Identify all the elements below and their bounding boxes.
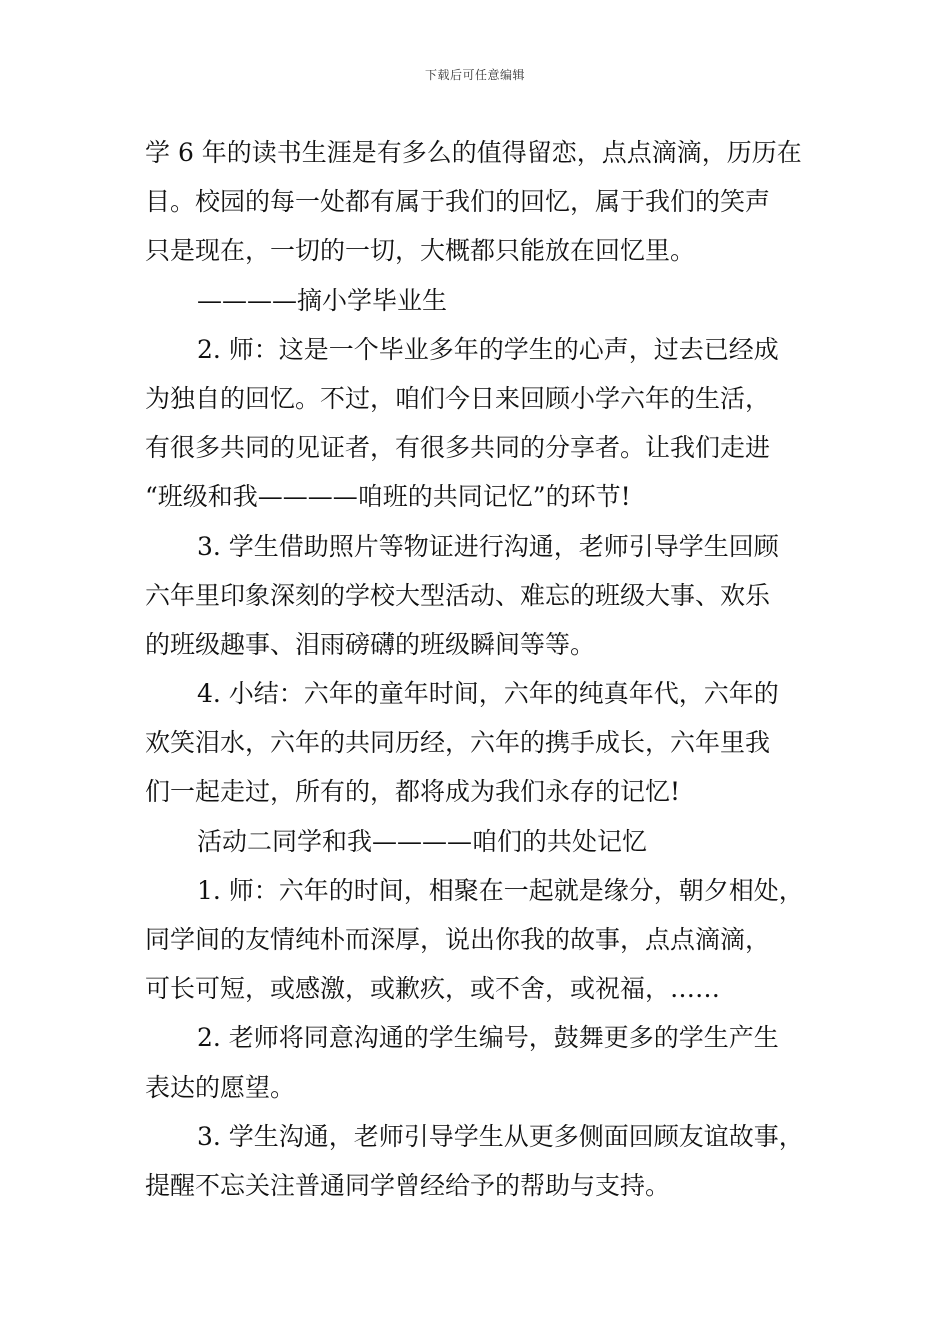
text-line: 4. 小结：六年的童年时间，六年的纯真年代，六年的 bbox=[197, 679, 779, 709]
text-line: 只是现在，一切的一切，大概都只能放在回忆里。 bbox=[145, 236, 696, 266]
text-line: 可长可短，或感激，或歉疚，或不舍，或祝福，…… bbox=[145, 974, 721, 1004]
quote-attribution: ————摘小学毕业生 bbox=[197, 285, 448, 315]
text-line: 2. 师：这是一个毕业多年的学生的心声，过去已经成 bbox=[197, 334, 779, 364]
text-line: 目。校园的每一处都有属于我们的回忆，属于我们的笑声 bbox=[145, 187, 771, 217]
text-line: 学 6 年的读书生涯是有多么的值得留恋，点点滴滴，历历在 bbox=[145, 138, 802, 167]
text-line: “班级和我————咱班的共同记忆”的环节! bbox=[145, 482, 631, 512]
text-line: 欢笑泪水，六年的共同历经，六年的携手成长，六年里我 bbox=[145, 728, 771, 758]
page-header: 下载后可任意编辑 bbox=[424, 68, 525, 82]
text-line: 提醒不忘关注普通同学曾经给予的帮助与支持。 bbox=[145, 1170, 671, 1200]
text-line: 们一起走过，所有的，都将成为我们永存的记忆! bbox=[145, 777, 681, 807]
text-line: 有很多共同的见证者，有很多共同的分享者。让我们走进 bbox=[145, 433, 771, 463]
text-line: 3. 学生借助照片等物证进行沟通，老师引导学生回顾 bbox=[197, 531, 779, 561]
document-body bbox=[145, 128, 825, 1210]
text-line: 的班级趣事、泪雨磅礴的班级瞬间等等。 bbox=[145, 629, 596, 659]
text-line: 为独自的回忆。不过，咱们今日来回顾小学六年的生活， bbox=[145, 383, 771, 413]
section-heading: 活动二同学和我————咱们的共处记忆 bbox=[197, 826, 648, 856]
text-line: 2. 老师将同意沟通的学生编号，鼓舞更多的学生产生 bbox=[197, 1023, 779, 1053]
text-line: 1. 师：六年的时间，相聚在一起就是缘分，朝夕相处， bbox=[197, 875, 804, 905]
text-line: 同学间的友情纯朴而深厚，说出你我的故事，点点滴滴， bbox=[145, 925, 771, 954]
text-line: 3. 学生沟通，老师引导学生从更多侧面回顾友谊故事， bbox=[197, 1121, 804, 1151]
text-line: 六年里印象深刻的学校大型活动、难忘的班级大事、欢乐 bbox=[145, 580, 771, 610]
text-line: 表达的愿望。 bbox=[145, 1072, 296, 1102]
